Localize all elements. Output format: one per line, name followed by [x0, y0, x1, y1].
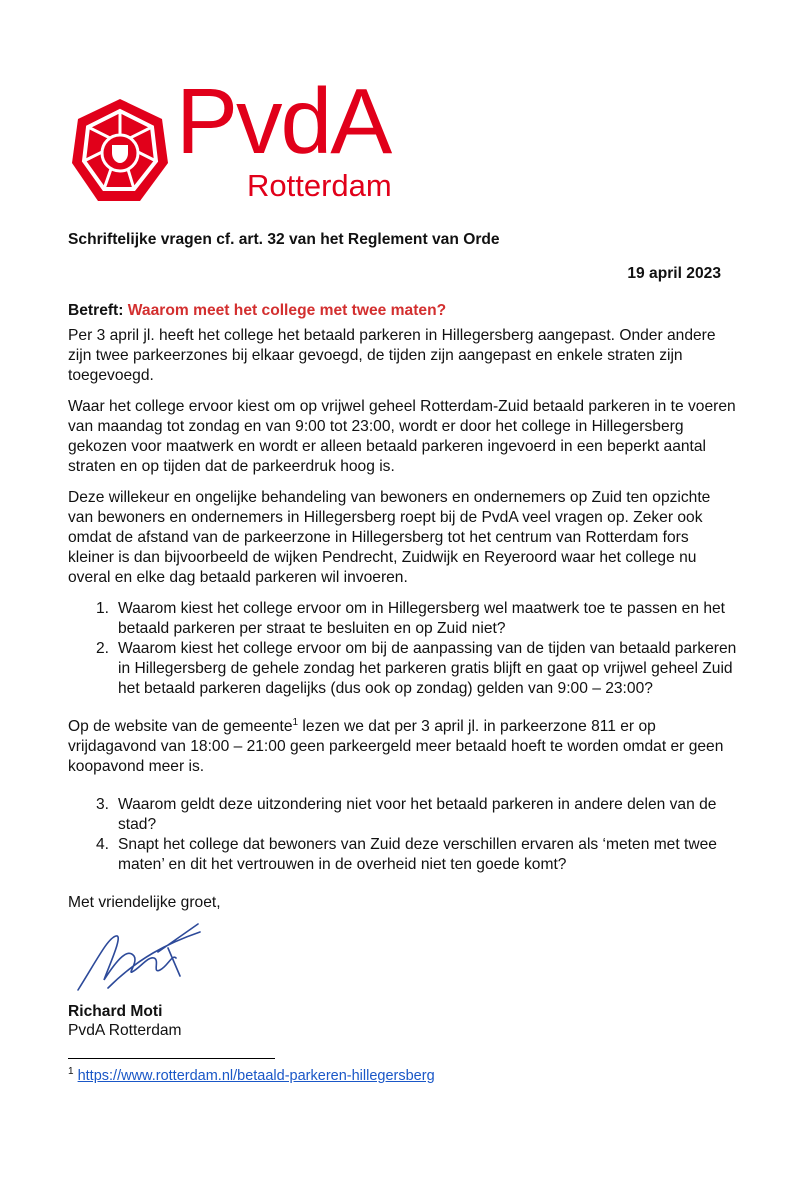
footnote — [68, 1068, 435, 1084]
question-item — [68, 835, 738, 875]
footnote-divider — [68, 1058, 275, 1059]
document-heading: Schriftelijke vragen cf. art. 32 van het Reglement van Orde — [68, 231, 500, 248]
question-text: Snapt het college dat bewoners van Zuid deze verschillen ervaren als ‘meten met twee maten’ en dit het vertrouwen in de overheid niet ten goede komt? — [118, 836, 717, 873]
question-text: Waarom geldt deze uitzondering niet voor het betaald parkeren in andere delen van de stad? — [118, 796, 717, 833]
question-number: 2. — [96, 640, 110, 657]
question-item — [68, 599, 738, 639]
paragraph-text: Op de website van de gemeente — [68, 718, 293, 735]
logo-brand: PvdA — [176, 69, 391, 173]
question-number: 3. — [96, 796, 110, 813]
subject-title: Waarom meet het college met twee maten? — [127, 302, 447, 319]
question-text: Waarom kiest het college ervoor om in Hillegersberg wel maatwerk toe te passen en het betaald parkeren per straat te besluiten en op Zuid niet? — [118, 600, 725, 637]
paragraph: Deze willekeur en ongelijke behandeling van bewoners en ondernemers op Zuid ten opzichte van bewoners en ondernemers in Hillegersberg roept bij de PvdA veel vragen op. Zeker ook omdat de afstand van de parkeerzone in Hillegersberg tot het centrum van Rotterdam fors kleiner is dan bijvoorbeeld de wijken Pendrecht, Zuidwijk en Reyeroord waar het college nu overal en elke dag betaald parkeren wil invoeren. — [68, 489, 711, 586]
handwritten-signature — [68, 918, 208, 998]
question-text: Waarom kiest het college ervoor om bij de aanpassing van de tijden van betaald parkeren in Hillegersberg de gehele zondag het parkeren gratis blijft en gaat op vrijwel geheel Zuid het betaald parkeren dagelijks (dus ook op zondag) gelden van 9:00 – 23:00? — [118, 640, 737, 697]
footnote-number: 1 — [68, 1066, 74, 1078]
logo-city: Rotterdam — [247, 168, 392, 203]
signatory-organisation: PvdA Rotterdam — [68, 1022, 182, 1039]
paragraph: Per 3 april jl. heeft het college het betaald parkeren in Hillegersberg aangepast. Onder andere zijn twee parkeerzones bij elkaar gevoegd, de tijden zijn aangepast en enkele straten zijn toegevoegd. — [68, 327, 716, 384]
question-number: 4. — [96, 836, 110, 853]
question-number: 1. — [96, 600, 110, 617]
paragraph — [68, 717, 738, 777]
question-item — [68, 639, 738, 699]
question-list — [68, 795, 738, 875]
document-date: 19 april 2023 — [627, 265, 721, 282]
paragraph: Waar het college ervoor kiest om op vrijwel geheel Rotterdam-Zuid betaald parkeren in te voeren van maandag tot zondag en van 9:00 tot 23:00, wordt er door het college in Hillegersberg gekozen voor maatwerk en wordt er alleen betaald parkeren ingevoerd in een beperkt aantal straten en op tijden dat de parkeerdruk hoog is. — [68, 398, 736, 475]
footnote-ref: 1 — [292, 716, 299, 728]
rose-emblem-icon — [70, 97, 170, 207]
footnote-link[interactable]: https://www.rotterdam.nl/betaald-parkeren-hillegersberg — [77, 1068, 435, 1084]
pvda-logo — [70, 69, 415, 207]
subject-line — [68, 301, 738, 321]
subject-label: Betreft: — [68, 302, 124, 319]
letter-body — [68, 326, 738, 924]
closing: Met vriendelijke groet, — [68, 894, 221, 911]
paragraph-text: lezen we dat per 3 april jl. in parkeerzone 811 er op vrijdagavond van 18:00 – 21:00 geen parkeergeld meer betaald hoeft te worden omdat er geen koopavond meer is. — [68, 718, 724, 775]
question-item — [68, 795, 738, 835]
signatory-name: Richard Moti — [68, 1003, 163, 1020]
question-list — [68, 599, 738, 699]
